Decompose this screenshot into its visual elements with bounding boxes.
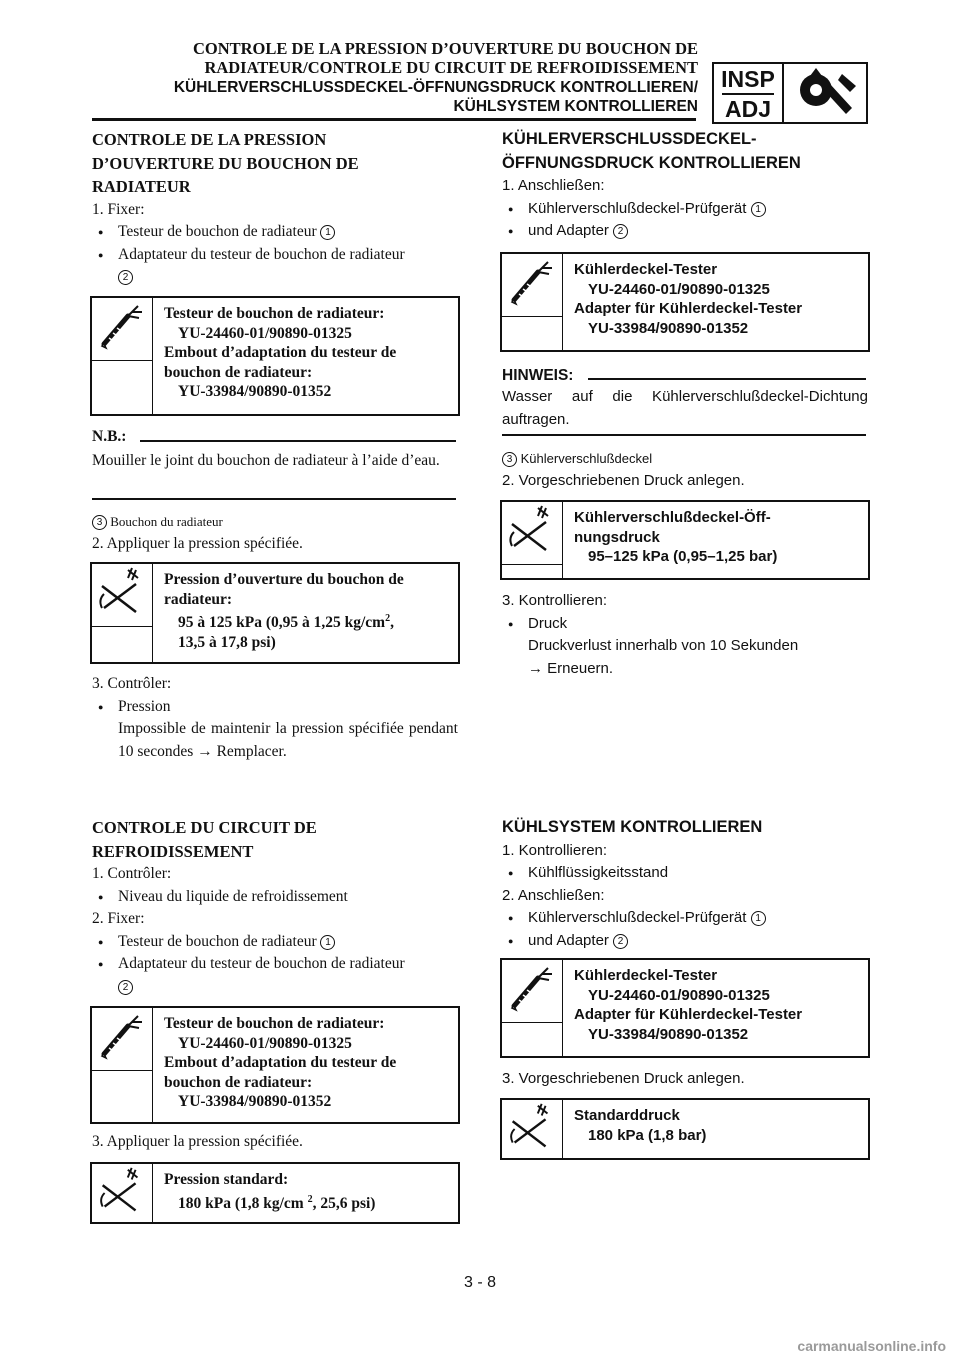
tool-icon [92, 298, 152, 361]
fr-top-box1-line-2: YU-24460-01/90890-01325 [178, 324, 352, 342]
gauge-icon [502, 1100, 562, 1158]
de-bottom-box1-line-1: Kühlerdeckel-Tester [574, 967, 718, 984]
fr-bottom-box1-line-4: bouchon de radiateur: [164, 1073, 313, 1091]
insp-adj-badge [712, 62, 868, 124]
fr-nb-text: Mouiller le joint du bouchon de radiateur à l’aide d’eau. [92, 452, 440, 469]
de-hinweis-bottom-rule [502, 434, 866, 436]
fr-top-box2-line-3: 95 à 125 kPa (0,95 à 1,25 $kg/cm^2$, [178, 613, 394, 632]
de-top-box1-line-3: Adapter für Kühlerdeckel-Tester [574, 300, 803, 317]
de-bottom-box1-line-2: YU-24460-01/90890-01325 [588, 986, 770, 1004]
de-bottom-box2-line-2: 180 kPa (1,8 bar) [588, 1126, 707, 1144]
fr-bottom-box1-line-3: Embout d’adaptation du testeur de [164, 1054, 397, 1071]
de-bottom-step-1: 1. Kontrollieren: [502, 841, 608, 859]
de-top-box1-line-1: Kühlerdeckel-Tester [574, 261, 718, 278]
de-top-bullet-1: ● Kühlerverschlußdeckel-Prüfgerät 1 [502, 198, 868, 221]
fr-bottom-title-2: REFROIDISSEMENT [92, 841, 254, 861]
de-bottom-section [502, 816, 868, 952]
de-top-tool-box [500, 252, 870, 352]
de-top-bullet-3-text-1: Druckverlust innerhalb von 10 Sekunden [528, 637, 799, 654]
fr-top-caption: 3 Bouchon du radiateur [92, 514, 223, 530]
de-top-pressure-box [500, 500, 870, 580]
fr-top-box1-line-3: Embout d’adaptation du testeur de [164, 344, 397, 361]
fr-bottom-box2-line-2: 180 kPa (1,8 kg/cm $^2$, 25,6 psi) [178, 1193, 376, 1212]
de-bottom-tool-box [500, 958, 870, 1058]
fr-top-section [92, 128, 458, 289]
fr-nb-bottom-rule [92, 498, 456, 500]
de-bottom-box1-line-3: Adapter für Kühlerdeckel-Tester [574, 1006, 803, 1023]
de-top-box1-line-4: YU-33984/90890-01352 [588, 319, 749, 337]
fr-top-step3-section [92, 673, 458, 763]
gauge-icon [502, 502, 562, 565]
de-top-section [502, 128, 868, 243]
de-bottom-bullet-1: ● Kühlflüssigkeitsstand [502, 862, 868, 885]
de-bottom-bullet-2: ● Kühlerverschlußdeckel-Prüfgerät 1 [502, 907, 868, 930]
de-top-box2-line-1: Kühlerverschlußdeckel-Öff- [574, 509, 771, 526]
de-hinweis-text: Wasser auf die Kühlerverschlußdeckel-Dichtung auftragen. [502, 388, 868, 428]
watermark: carmanualsonline.info [797, 1338, 946, 1354]
fr-bottom-section [92, 816, 458, 998]
de-bottom-box1-line-4: YU-33984/90890-01352 [588, 1025, 749, 1043]
fr-top-box2-line-1: Pression d’ouverture du bouchon de [164, 571, 404, 588]
fr-top-step-1: 1. Fixer: [92, 200, 145, 218]
fr-top-bullet-3-text: Impossible de maintenir la pression spécifiée pendant 10 secondes → Remplacer. [118, 720, 458, 760]
de-top-bullet-3: ● Druck [502, 613, 868, 636]
fr-top-bullet-3: ● Pression [92, 696, 458, 719]
fr-top-pressure-box [90, 562, 460, 664]
de-hinweis-title: HINWEIS: [502, 367, 574, 384]
fr-top-box1-line-4: bouchon de radiateur: [164, 363, 313, 381]
fr-bottom-box1-line-1: Testeur de bouchon de radiateur: [164, 1015, 385, 1032]
page-number: 3 - 8 [463, 1274, 496, 1291]
fr-bottom-bullet-1: ● Niveau du liquide de refroidissement [92, 886, 458, 909]
de-top-step-1: 1. Anschließen: [502, 177, 605, 194]
fr-bottom-bullet-2: ● Testeur de bouchon de radiateur 1 [92, 931, 458, 954]
tool-icon [502, 254, 562, 317]
fr-top-title-3: RADIATEUR [92, 177, 191, 196]
badge-insp-label: INSP [721, 66, 775, 92]
de-bottom-title-1: KÜHLSYSTEM KONTROLLIEREN [502, 818, 763, 836]
fr-bottom-step-3: 3. Appliquer la pression spécifiée. [92, 1133, 303, 1150]
header-rule [92, 118, 696, 121]
tool-icon [502, 960, 562, 1023]
header-line-1: CONTROLE DE LA PRESSION D’OUVERTURE DU BOUCHON DE [192, 39, 698, 58]
de-bottom-step-3: 3. Vorgeschriebenen Druck anlegen. [502, 1070, 745, 1087]
header-line-3: KÜHLERVERSCHLUSSDECKEL-ÖFFNUNGSDRUCK KONTROLLIEREN/ [173, 79, 698, 96]
de-top-title-2: ÖFFNUNGSDRUCK KONTROLLIEREN [502, 153, 801, 172]
de-top-step-2: 2. Vorgeschriebenen Druck anlegen. [502, 472, 745, 489]
fr-top-box1-line-1: Testeur de bouchon de radiateur: [164, 305, 385, 322]
fr-top-bullet-1: ● Testeur de bouchon de radiateur 1 [92, 221, 458, 244]
de-hinweis-rule [588, 378, 866, 380]
de-top-box1-line-2: YU-24460-01/90890-01325 [588, 280, 770, 298]
gauge-icon [92, 1164, 152, 1222]
fr-bottom-tool-box [90, 1006, 460, 1124]
fr-bottom-step-2: 2. Fixer: [92, 910, 145, 927]
header-line-2: RADIATEUR/CONTROLE DU CIRCUIT DE REFROIDISSEMENT [204, 58, 698, 77]
fr-top-tool-box [90, 296, 460, 416]
fr-bottom-title-1: CONTROLE DU CIRCUIT DE [92, 818, 317, 837]
fr-top-box1-line-5: YU-33984/90890-01352 [178, 383, 332, 400]
fr-bottom-step-1: 1. Contrôler: [92, 865, 172, 882]
de-bottom-bullet-3: ● und Adapter 2 [502, 930, 868, 953]
fr-top-title-1: CONTROLE DE LA PRESSION [92, 130, 327, 149]
badge-adj-label: ADJ [724, 96, 771, 122]
fr-nb-title: N.B.: [92, 428, 127, 445]
de-top-step-3: 3. Kontrollieren: [502, 592, 608, 609]
de-top-title-1: KÜHLERVERSCHLUSSDECKEL- [502, 130, 757, 148]
de-top-box2-line-3: 95–125 kPa (0,95–1,25 bar) [588, 548, 778, 565]
fr-top-box2-line-2: radiateur: [164, 590, 233, 608]
fr-bottom-box2-line-1: Pression standard: [164, 1171, 289, 1188]
tool-icon [92, 1008, 152, 1071]
fr-top-box2-line-4: 13,5 à 17,8 psi) [178, 633, 276, 651]
fr-bottom-box1-line-2: YU-24460-01/90890-01325 [178, 1034, 352, 1052]
wrench-gear-icon [786, 64, 866, 122]
de-top-bullet-3-text-2: → Erneuern. [528, 659, 614, 677]
gauge-icon [92, 564, 152, 627]
fr-top-step-3: 3. Contrôler: [92, 675, 172, 692]
de-bottom-step-2: 2. Anschließen: [502, 886, 605, 904]
de-top-caption: 3 Kühlerverschlußdeckel [502, 451, 652, 467]
de-bottom-pressure-box [500, 1098, 870, 1160]
de-top-bullet-2: ● und Adapter 2 [502, 220, 868, 243]
fr-top-title-2: D’OUVERTURE DU BOUCHON DE [92, 153, 359, 173]
fr-bottom-bullet-3: ● Adaptateur du testeur de bouchon de radiateur 2 [92, 953, 458, 998]
fr-top-bullet-2: ● Adaptateur du testeur de bouchon de radiateur 2 [92, 244, 458, 289]
fr-top-step-2: 2. Appliquer la pression spécifiée. [92, 535, 303, 552]
de-bottom-box2-line-1: Standarddruck [574, 1107, 680, 1124]
fr-nb-rule [140, 440, 456, 442]
de-top-step3-section [502, 590, 868, 680]
fr-bottom-box1-line-5: YU-33984/90890-01352 [178, 1093, 332, 1110]
header-line-4: KÜHLSYSTEM KONTROLLIEREN [453, 98, 698, 115]
fr-bottom-pressure-box [90, 1162, 460, 1224]
de-top-box2-line-2: nungsdruck [574, 528, 660, 546]
